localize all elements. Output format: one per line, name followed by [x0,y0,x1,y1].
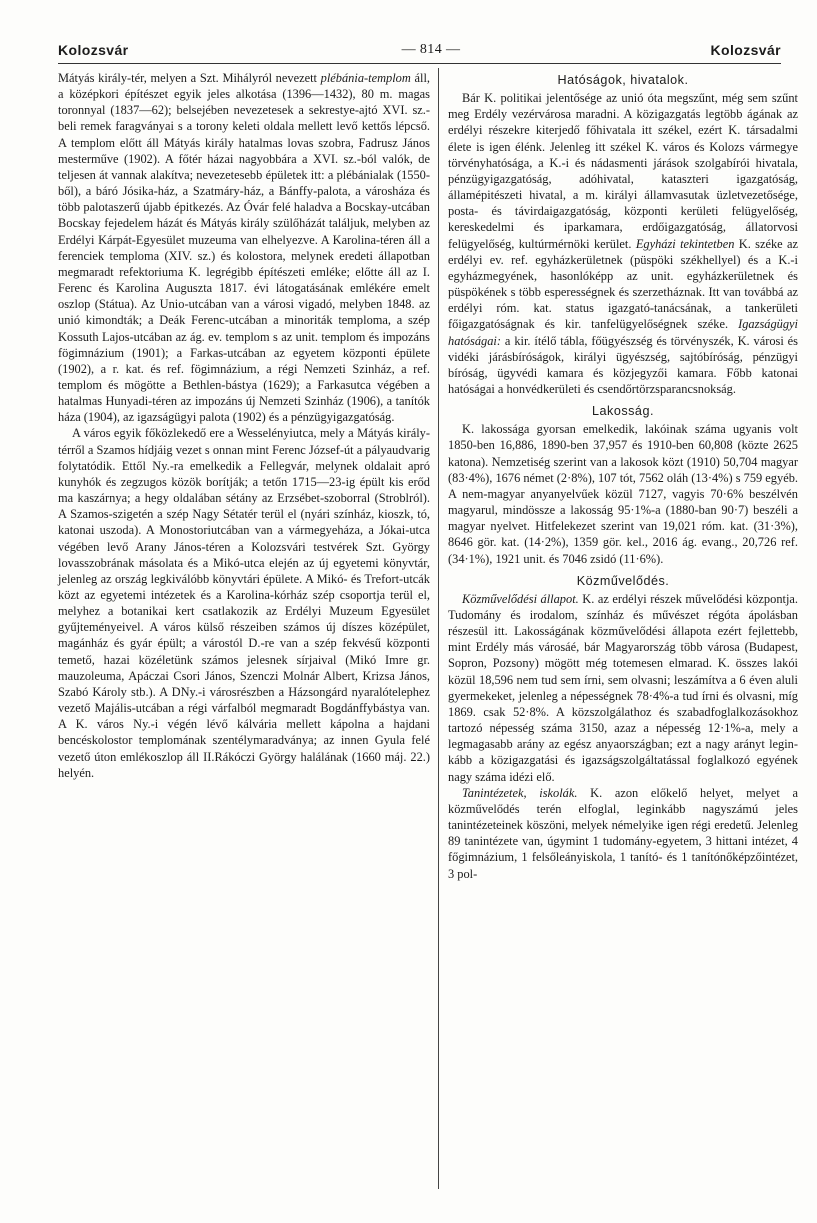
left-paragraph-2: A város egyik főközlekedő ere a Wesselényiutca, mely a Mátyás király-térről a Szamos hídjáig vezet s onnan mint Ferenc József-út a pályaudvarig folytatódik. Ettől Ny.-ra emelkedik a Fellegvár, melynek oldalait apró kunyhók és zegzugos közök borítják; a tetőn 1715—23-ig épült kis erőd ma kaszárnya; a hegy oldalában sétány az Erzsébet-szoborral (Stroblról). A Szamos-szigetén a szép Nagy Sétatér terül el (nyári színház, kioszk, tó, katonai uszoda). A Monostoriutcában van a vármegyeháza, a Jókai-utca végében levő Arany János-téren a Kolozsvári testvérek Szt. György lovasszobrának másolata és a Mikó-utca elején az új egyetemi könyvtár, jelenleg az ország legkiválóbb könyvtári épülete. A Mikó- és Trefort-utcák közt az egyetemi intézetek és a Karolina-kórház szép csoportja terül el, melyhez a botanikai kert csatlakozik az Erdélyi Muzeum Egyesület gyűjteményeivel. A város külső részeiben számos új díszes középület, magánház és gyár épült; a várostól D.-re van a szép fekvésű központi temető, hazai közéletünk számos jelesnek sírjaival (Mikó Imre gr. mauzoleuma, Apáczai Csori János, Szenczi Molnár Albert, Krizsa János, Szabó Károly stb.). A DNy.-i városrészben a Házsongárd nyaralótelephez vezető Majális-utcában a régi várfalból megmaradt Bogdánffybástya van. A K. város Ny.-i végén lévő kálvária mellett kápolna a hajdani bencéskolostor templomának szentélymaradványa; az innen Gyula felé vezető úton emlékoszlop áll II.Rákóczi György halálának (1660 máj. 22.) helyén. [58,426,430,780]
right-paragraph-4 [448,785,798,882]
running-head-left: Kolozsvár [58,42,129,58]
left-p1-emphasis: plébánia-templom [320,71,411,85]
right-paragraph-3 [448,591,798,785]
right-column [448,70,798,882]
left-p1-rest: áll, a középkori építészet egyik jeles alkotása (1396—1432), 80 m. magas toronnyal (1837—62); belsejében nevezetesek a sekrestye-ajtó XVI. sz.-beli remek faragványai s a torony keleti oldala mellett levő kettős lépcső. A templom előtt áll Mátyás király hatalmas lovas szobra, Fadrusz János mesterműve (1902). A főtér házai nagyobbára a XVI. sz.-ból valók, de teljesen át vannak alakítva; nevezetesebb épületek itt: a plébánialak (1550-ből), a báró Jósika-ház, a Szatmáry-ház, a Bánffy-palota, a városháza és több palotaszerű újabb épitkezés. Az Óvár felé haladva a Bocskay-utcában Bocskay fejedelem házát és Mátyás király szülőházát találjuk, melyben az Erdélyi Kárpát-Egyesület muzeuma van elhelyezve. A Karolina-téren áll a ferenciek temploma (XIV. sz.) és kolostora, melynek eredeti állapotban megmaradt refektoriuma K. legrégibb építészeti emléke; előtte áll az I. Ferenc és Karolina Auguszta 1817. évi látogatásának emlékére emelt oszlop (Státua). Az Unio-utcában van a városi vigadó, melyben 1848. az unió kimondták; a Deák Ferenc-utcában a minoriták temploma, a szép Kossuth Lajos-utcában az ág. ev. templom s az unit. templom és impozáns fögimnázium (1901); a Farkas-utcában az egyetem központi épülete (1902), a r. kat. és ref. fögimnázium, a régi Nemzeti Szinház, a ref. templom és mögötte a Bethlen-bástya (1629); a Farkasutca végében a hatalmas Hunyadi-téren az impozáns új Nemzeti Szinház (1906), a tanítók háza (1904), az igazságügyi palota (1902) és a pénzügyigazgatóság. [58,71,430,425]
right-p3-emphasis: Közművelődési állapot. [462,591,579,606]
right-p1-emphasis-2: Igazságügyi hatóságai: [448,317,798,348]
right-p4-text: K. azon előkelő helyet, melyet a közművelődés terén elfoglal, leginkább nagyszámú jeles tanintézeteinek köszöni, melyek némelyike igen régi eredetű. Jelenleg 89 tanintézete van, úgymint 1 tudomány-egyetem, 3 hittani intézet, 4 főgimnázium, 1 felsőleányiskola, 1 tanító- és 1 tanítónőképzőintézet, 3 pol- [448,785,798,881]
section-heading-authorities: Hatóságok, hivatalok. [557,73,689,87]
running-head-right: Kolozsvár [710,42,781,58]
right-paragraph-1 [448,90,798,397]
left-p1-text: Mátyás király-tér, melyen a Szt. Mihályról nevezett [58,71,317,85]
left-column [58,70,430,781]
column-divider [438,68,439,1189]
right-p1-rest: K. széke az erdélyi ev. ref. egyházkerületnek (püspöki székhellyel) és a K.-i egyházmegyének, hasonlóképp az unit. egyházkerületnek és püspökének s több esperességnek és szerzetháznak. Itt van továbbá az erdélyi róm. kat. status igazgató-tanácsának, a tankerületi főigazgatóságnak és kir. tanfelügyelőségnek széke. [448,236,798,332]
left-paragraph-1 [58,70,430,425]
header-rule [58,63,781,64]
right-p1-emphasis: Egyházi tekintetben [635,236,735,251]
right-p4-emphasis: Tanintézetek, iskolák. [462,785,578,800]
right-p1-text: Bár K. politikai jelentősége az unió óta megszűnt, még sem szűnt meg Erdély vezérvárosa maradni. A közigazgatás legtöbb ágának az erdélyi részekre kiterjedő főhivatala itt székel, ezért K. társadalmi élete is igen élénk. Jelenleg itt székel K. város és Kolozs vármegye törvényhatósága, a K.-i és nádasmenti járások szolgabírói hivatala, pénzügyigazgatóság, adóhivatal, kataszteri igazgatóság, államépitészeti hivatal, a m. királyi államvasutak üzletvezetősége, posta- és távirdaigazgatóság, központi kerületi felügyelőség, kereskedelmi és iparkamara, erdőigazgatóság, állatorvosi felügyelőség, kultúrmérnöki kerület. [448,91,798,251]
page-number: — 814 — [401,42,461,57]
right-p1-rest-2: a kir. ítélő tábla, főügyészség és törvényszék, K. városi és vidéki járásbíróságok, királyi ügyészség, sajtóbíróság, pénzügyi bíróság, ügyvédi kamara és közjegyzői kamara. Főbb katonai hatóságai a honvédkerületi és csendőrtörzsparancsnokság. [448,333,798,396]
right-paragraph-2: K. lakossága gyorsan emelkedik, lakóinak száma ugyanis volt 1850-ben 16,886, 1890-ben 37,957 és 1910-ben 60,808 (közte 2625 katona). Nemzetiség szerint van a lakosok közt (1910) 50,704 magyar (83·4%), 1676 német (2·8%), 107 tót, 7562 oláh (13·4%) s 759 egyéb. A nem-magyar anyanyelvűek közül 7127, vagyis 70·6% beszélvén magyarul, mindössze a lakosság 95·1%-a (1880-ban 90·7) beszéli a magyar nyelvet. Hitfelekezet szerint van 19,021 róm. kat. (31·3%), 8646 gör. kat. (14·2%), 1359 gör. kel., 2016 ág. evang., 20,726 ref. (34·1%), 1921 unit. és 7046 zsidó (11·6%). [448,422,798,566]
section-heading-culture: Közművelődés. [576,573,670,588]
right-p3-text: K. az erdélyi részek művelődési központja. Tudomány és irodalom, színház és művészet régóta ápolásban részesül itt. Lakosságának közművelődési állapota ezért fejlettebb, mint Erdély más városáé, bár Magyarország több városa (Budapest, Sopron, Pozsony) mögött még totemesen elmarad. K. összes lakói közül 18,596 nem tud sem írni, sem olvasni; leszámítva a 6 éven aluli gyermekeket, jelenleg a népességnek 78·4%-a tud írni és olvasni, míg 1869. csak 52·8%. A közszolgálathoz és szabadfoglalkozásokhoz tartozó népesség száma 3150, azaz a népesség 12·1%-a, mely a legmagasabb arány az egész anyaországban; ezt a nagy arányt leginkább a közigazgatási és igazságszolgáltatással foglalkozó egyének nagy száma idézi elő. [448,591,798,784]
section-heading-population: Lakosság. [592,404,654,419]
